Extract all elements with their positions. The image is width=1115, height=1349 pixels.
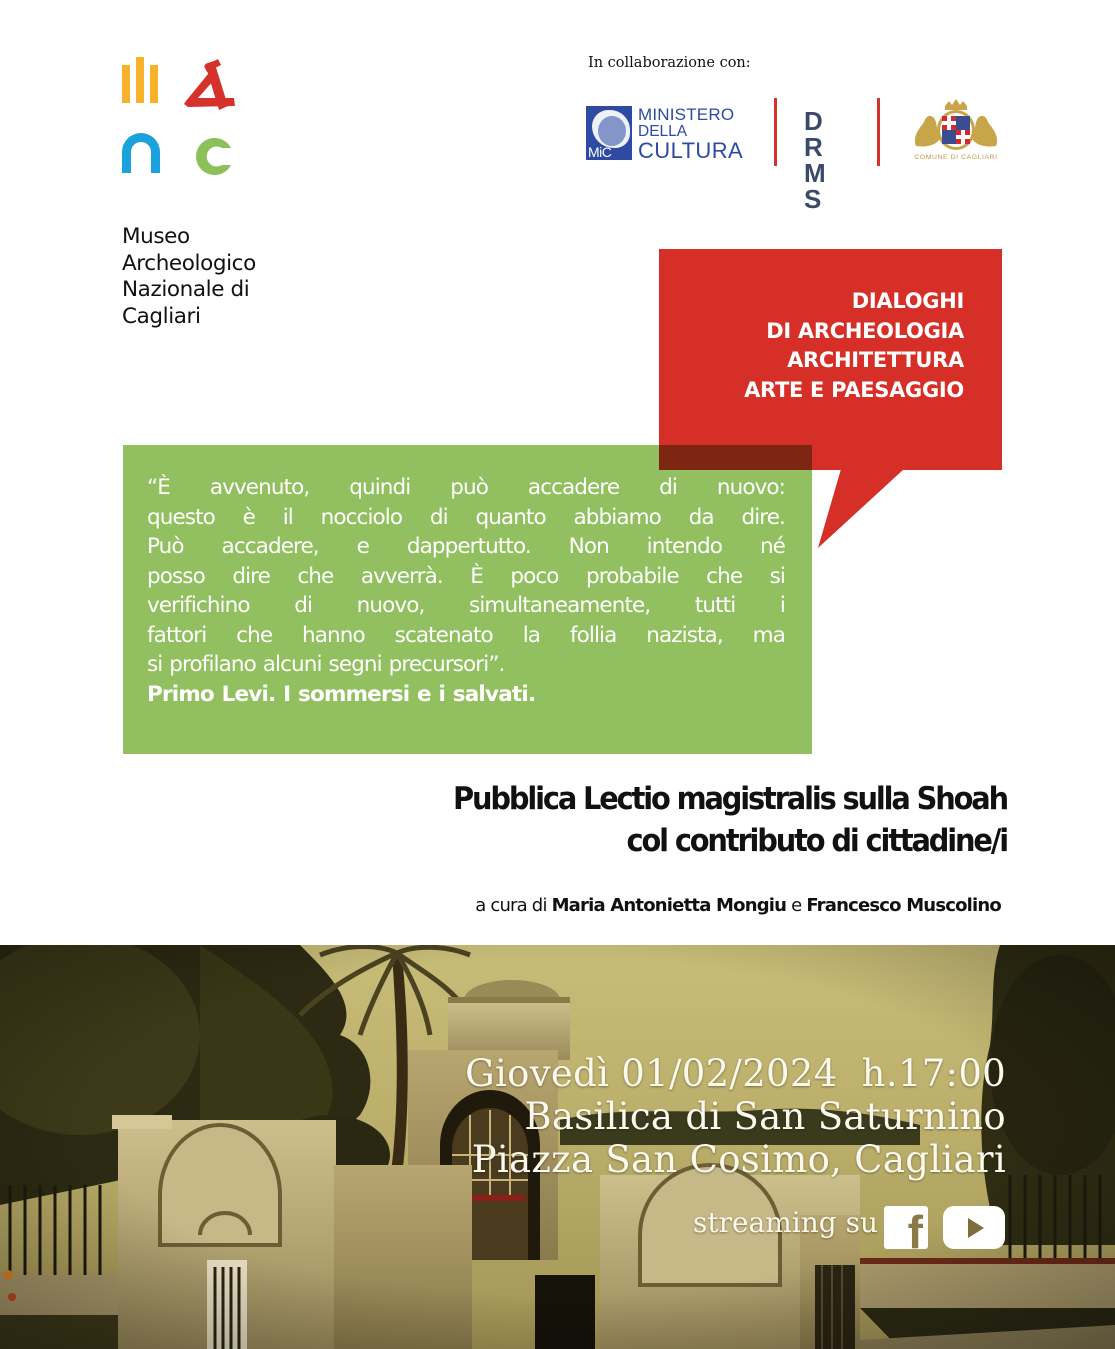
museum-logo <box>118 52 248 182</box>
museum-name-line: Nazionale di <box>122 277 250 302</box>
drms-line: D R <box>804 106 829 162</box>
mic-line: CULTURA <box>638 137 744 163</box>
museum-name-line: Archeologico <box>122 250 256 276</box>
streaming-label: streaming su <box>692 1206 878 1239</box>
partner-separator <box>877 98 880 166</box>
event-details <box>420 1052 1006 1181</box>
quote-line: “È avvenuto, quindi può accadere di nuovo: <box>147 475 785 500</box>
partner-logos <box>586 98 1011 214</box>
quote-line: posso dire che avverrà. È poco probabile che si <box>147 563 785 589</box>
comune-cagliari-logo <box>908 98 1004 166</box>
mic-emblem-icon <box>586 106 632 160</box>
facebook-icon[interactable] <box>884 1206 928 1249</box>
quote-line: Può accadere, e dappertutto. Non intendo né <box>147 534 785 559</box>
partner-separator <box>774 98 777 166</box>
play-icon <box>968 1218 984 1238</box>
series-title-line: ARTE E PAESAGGIO <box>744 377 964 402</box>
youtube-icon[interactable] <box>943 1206 1005 1249</box>
curator-name: Maria Antonietta Mongiu <box>551 895 787 916</box>
quote-text <box>147 473 785 709</box>
mic-line: MINISTERO <box>638 105 735 124</box>
museum-name-line: Museo <box>122 224 190 249</box>
quote-line: questo è il nocciolo di quanto abbiamo da dire. <box>147 504 785 530</box>
quote-line: si profilano alcuni segni precursori”. <box>147 652 505 677</box>
quote-bubble-overlap <box>659 445 812 470</box>
museum-name-line: Cagliari <box>122 303 201 329</box>
series-title <box>659 287 964 405</box>
ministero-cultura-logo <box>586 105 751 163</box>
event-datetime: Giovedì 01/02/2024 h.17:00 <box>465 1052 1006 1095</box>
quote-line: verifichino di nuovo, simultaneamente, tutti i <box>147 593 785 618</box>
series-title-line: DIALOGHI <box>851 289 964 313</box>
curator-name: Francesco Muscolino <box>806 895 1001 916</box>
curators-conjunction: e <box>786 895 807 916</box>
mic-abbreviation: MiC <box>588 144 612 160</box>
series-title-line: ARCHITETTURA <box>787 348 964 372</box>
cagliari-coat-of-arms-icon <box>908 98 1004 154</box>
museum-name <box>122 224 256 330</box>
curators-line <box>300 895 1001 916</box>
comune-cagliari-label: COMUNE DI CAGLIARI <box>914 154 998 161</box>
quote-attribution: Primo Levi. I sommersi e i salvati. <box>147 681 536 707</box>
lecture-title-line: col contributo di cittadine/i <box>626 823 1007 859</box>
event-address: Piazza San Cosimo, Cagliari <box>471 1138 1006 1181</box>
museum-logo-icon <box>118 52 248 182</box>
drms-logo <box>804 106 854 214</box>
mic-line: DELLA <box>638 123 688 140</box>
facebook-glyph: f <box>907 1206 923 1249</box>
collaboration-label: In collaborazione con: <box>588 55 751 71</box>
lecture-title-line: Pubblica Lectio magistralis sulla Shoah <box>453 781 1007 817</box>
quote-line: fattori che hanno scatenato la follia nazista, ma <box>147 622 785 648</box>
event-venue: Basilica di San Saturnino <box>524 1095 1006 1138</box>
curators-prefix: a cura di <box>475 895 552 916</box>
series-title-line: DI ARCHEOLOGIA <box>766 318 964 343</box>
lecture-title <box>349 778 1007 862</box>
drms-line: M S <box>804 158 832 214</box>
